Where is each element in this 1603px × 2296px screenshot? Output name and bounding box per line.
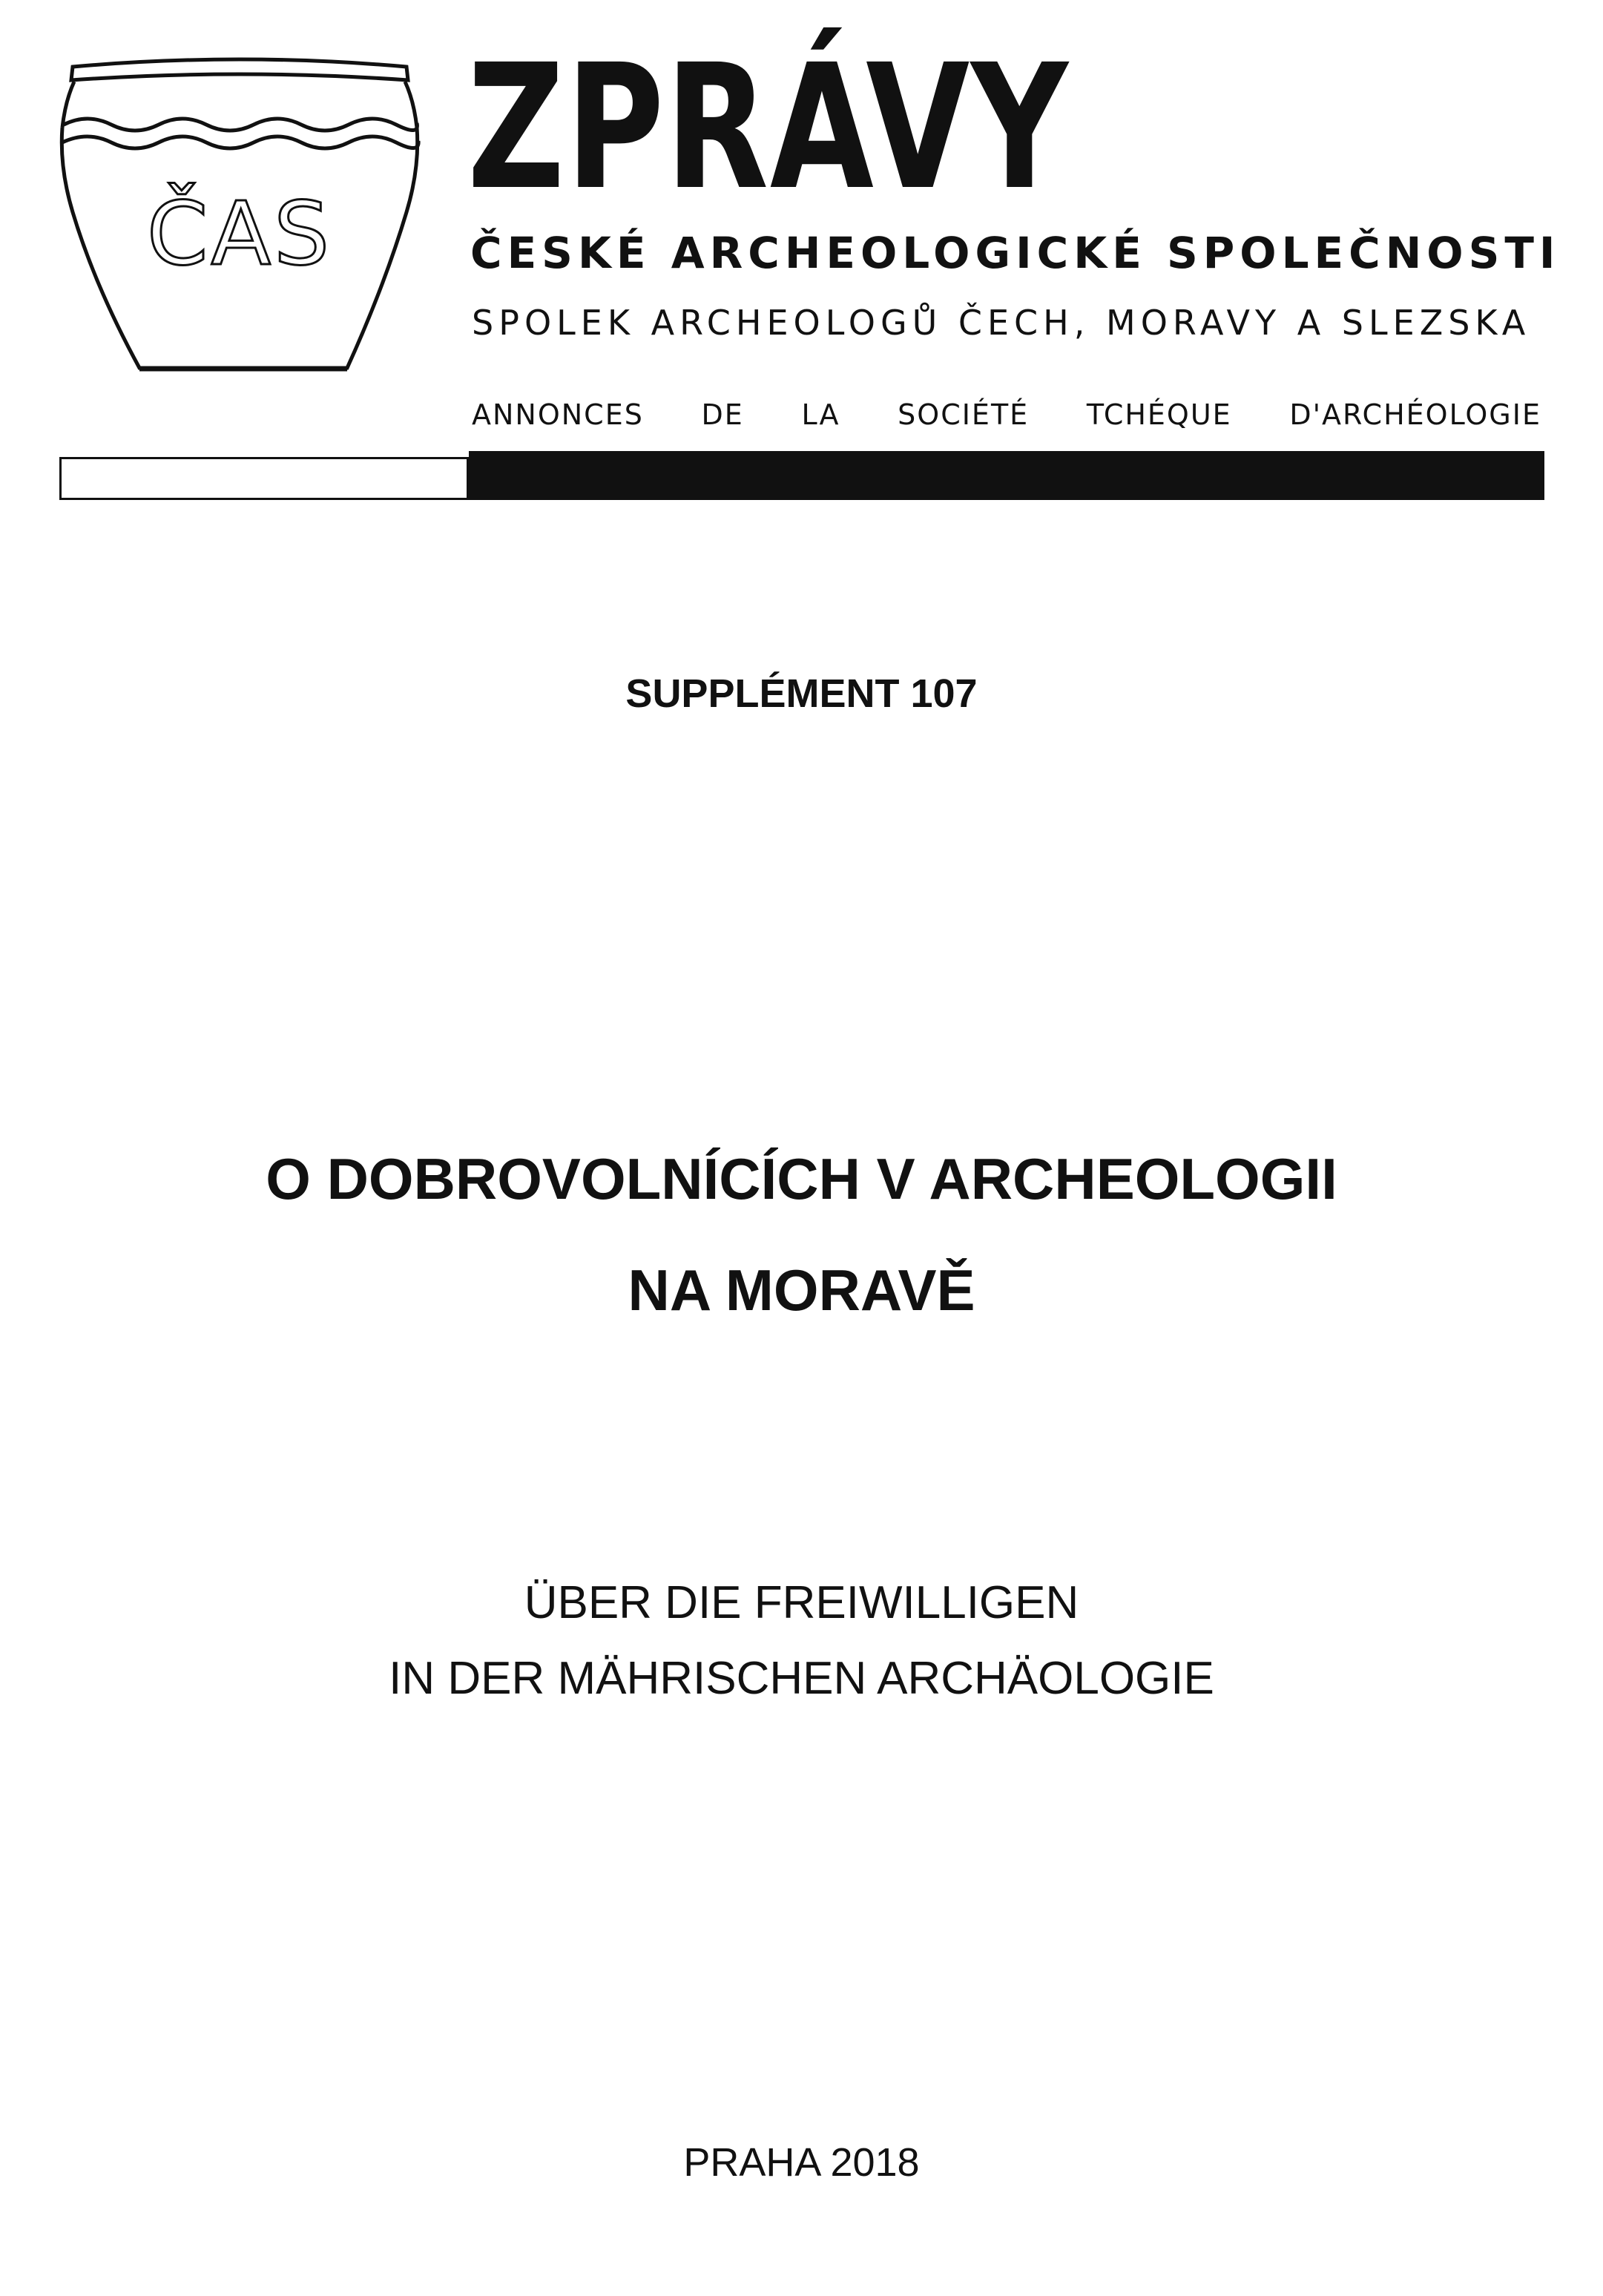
masthead-subtitle-french	[472, 398, 1541, 431]
german-title-line-2: IN DER MÄHRISCHEN ARCHÄOLOGIE	[389, 1653, 1214, 1704]
masthead-title: ZPRÁVY	[467, 27, 1070, 228]
czech-title-line-2: NA MORAVĚ	[628, 1257, 975, 1323]
imprint-place-year: PRAHA 2018	[683, 2140, 920, 2185]
cas-pot-logo	[58, 56, 421, 377]
french-word: ANNONCES	[472, 398, 644, 431]
masthead-subtitle-association: SPOLEK ARCHEOLOGŮ ČECH, MORAVY A SLEZSKA	[472, 303, 1531, 343]
logo-pot-text: ČAS	[146, 182, 333, 285]
french-word: D'ARCHÉOLOGIE	[1289, 398, 1541, 431]
french-word: SOCIÉTÉ	[898, 398, 1030, 431]
masthead-rule-open	[59, 457, 469, 500]
french-word: TCHÉQUE	[1086, 398, 1232, 431]
masthead-subtitle-society: ČESKÉ ARCHEOLOGICKÉ SPOLEČNOSTI	[470, 228, 1561, 278]
masthead-rule-solid	[469, 451, 1544, 500]
french-word: DE	[701, 398, 744, 431]
french-word: LA	[801, 398, 840, 431]
supplement-number: SUPPLÉMENT 107	[625, 671, 978, 716]
czech-title-line-1: O DOBROVOLNÍCÍCH V ARCHEOLOGII	[266, 1146, 1337, 1211]
german-title-line-1: ÜBER DIE FREIWILLIGEN	[524, 1577, 1079, 1628]
